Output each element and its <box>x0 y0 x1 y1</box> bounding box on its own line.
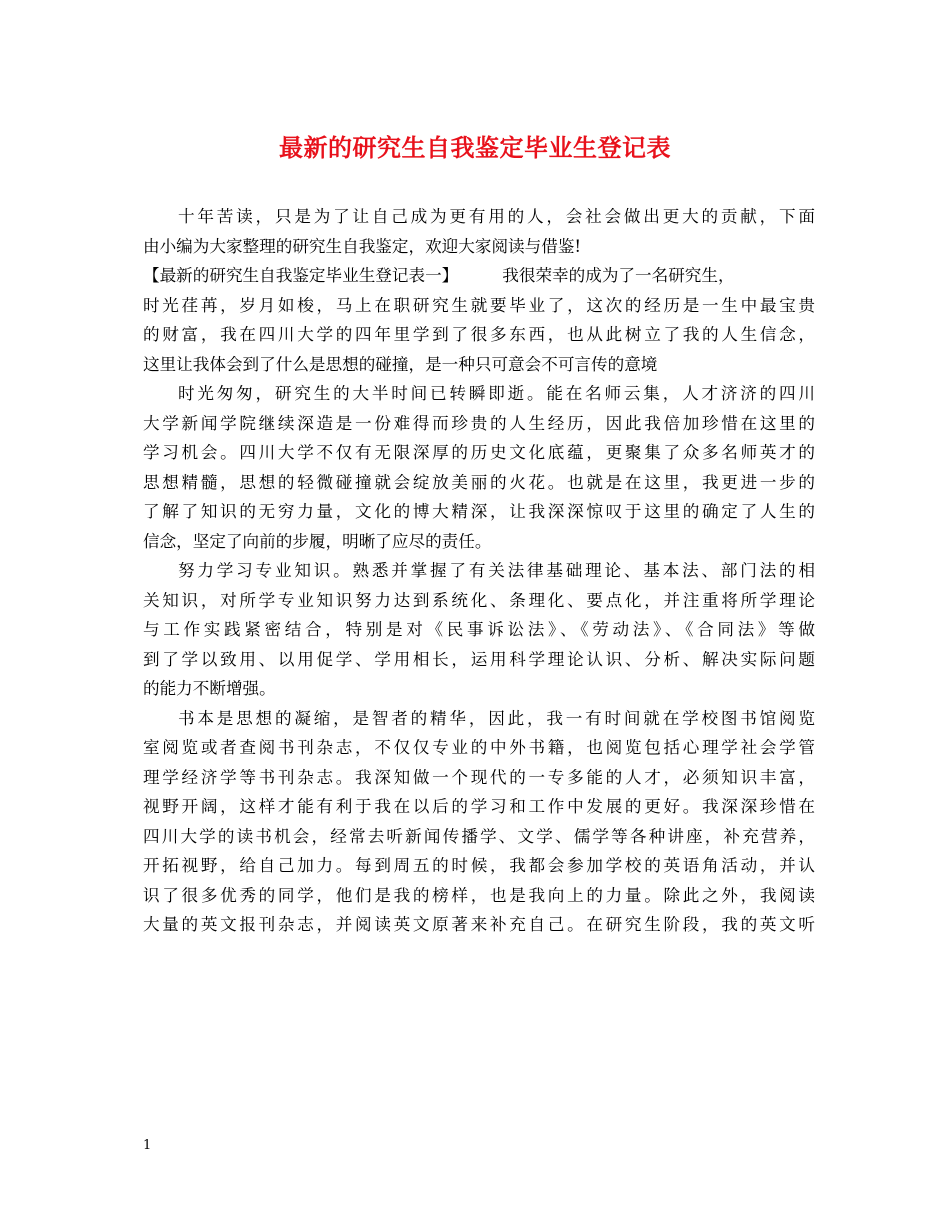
document-body <box>143 202 815 940</box>
paragraph-line: 四川大学的读书机会，经常去听新闻传播学、文学、儒学等各种讲座，补充营养， <box>143 826 815 846</box>
paragraph-line: 时光匆匆，研究生的大半时间已转瞬即逝。能在名师云集，人才济济的四川 <box>178 384 815 403</box>
paragraph-line: 视野开阔，这样才能有利于我在以后的学习和工作中发展的更好。我深深珍惜在 <box>143 797 815 816</box>
paragraph-line: 大量的英文报刊杂志，并阅读英文原著来补充自己。在研究生阶段，我的英文听 <box>143 915 815 934</box>
paragraph-line: 理学经济学等书刊杂志。我深知做一个现代的一专多能的人才，必须知识丰富， <box>143 767 815 787</box>
paragraph-line: 室阅览或者查阅书刊杂志，不仅仅专业的中外书籍，也阅览包括心理学社会学管 <box>143 738 815 757</box>
paragraph-line: 信念，坚定了向前的步履，明晰了应尽的责任。 <box>143 531 492 551</box>
paragraph-line: 与工作实践紧密结合，特别是对《民事诉讼法》、《劳动法》、《合同法》等做 <box>143 620 815 639</box>
intro-line: 由小编为大家整理的研究生自我鉴定，欢迎大家阅读与借鉴! <box>143 236 582 256</box>
intro-line: 十年苦读，只是为了让自己成为更有用的人，会社会做出更大的贡献，下面 <box>178 207 815 226</box>
paragraph-line: 到了学以致用、以用促学、学用相长，运用科学理论认识、分析、解决实际问题 <box>143 649 815 669</box>
section-heading-line <box>143 261 815 291</box>
paragraph-line: 思想精髓，思想的轻微碰撞就会绽放美丽的火花。也就是在这里，我更进一步的 <box>143 472 815 492</box>
page-number: 1 <box>143 1138 152 1153</box>
section-first-line: 我很荣幸的成为了一名研究生， <box>502 266 735 285</box>
paragraph-line: 关知识，对所学专业知识努力达到系统化、条理化、要点化，并注重将所学理论 <box>143 590 815 610</box>
section-line: 时光荏苒，岁月如梭，马上在职研究生就要毕业了，这次的经历是一生中最宝贵 <box>143 295 815 315</box>
paragraph-line: 了解了知识的无穷力量，文化的博大精深，让我深深惊叹于这里的确定了人生的 <box>143 502 815 521</box>
section-line: 这里让我体会到了什么是思想的碰撞，是一种只可意会不可言传的意境 <box>143 354 658 374</box>
paragraph-line: 识了很多优秀的同学，他们是我的榜样，也是我向上的力量。除此之外，我阅读 <box>143 885 815 905</box>
paragraph-line: 大学新闻学院继续深造是一份难得而珍贵的人生经历，因此我倍加珍惜在这里的 <box>143 413 815 433</box>
document-title: 最新的研究生自我鉴定毕业生登记表 <box>279 133 671 162</box>
section-heading: 【最新的研究生自我鉴定毕业生登记表一】 <box>143 266 459 285</box>
paragraph-line: 书本是思想的凝缩，是智者的精华，因此，我一有时间就在学校图书馆阅览 <box>178 708 815 728</box>
paragraph-line: 开拓视野，给自己加力。每到周五的时候，我都会参加学校的英语角活动，并认 <box>143 856 815 875</box>
paragraph-line: 努力学习专业知识。熟悉并掌握了有关法律基础理论、基本法、部门法的相 <box>178 561 815 580</box>
paragraph-line: 的能力不断增强。 <box>143 679 276 698</box>
section-line: 的财富，我在四川大学的四年里学到了很多东西，也从此树立了我的人生信念， <box>143 325 815 344</box>
paragraph-line: 学习机会。四川大学不仅有无限深厚的历史文化底蕴，更聚集了众多名师英才的 <box>143 443 815 462</box>
